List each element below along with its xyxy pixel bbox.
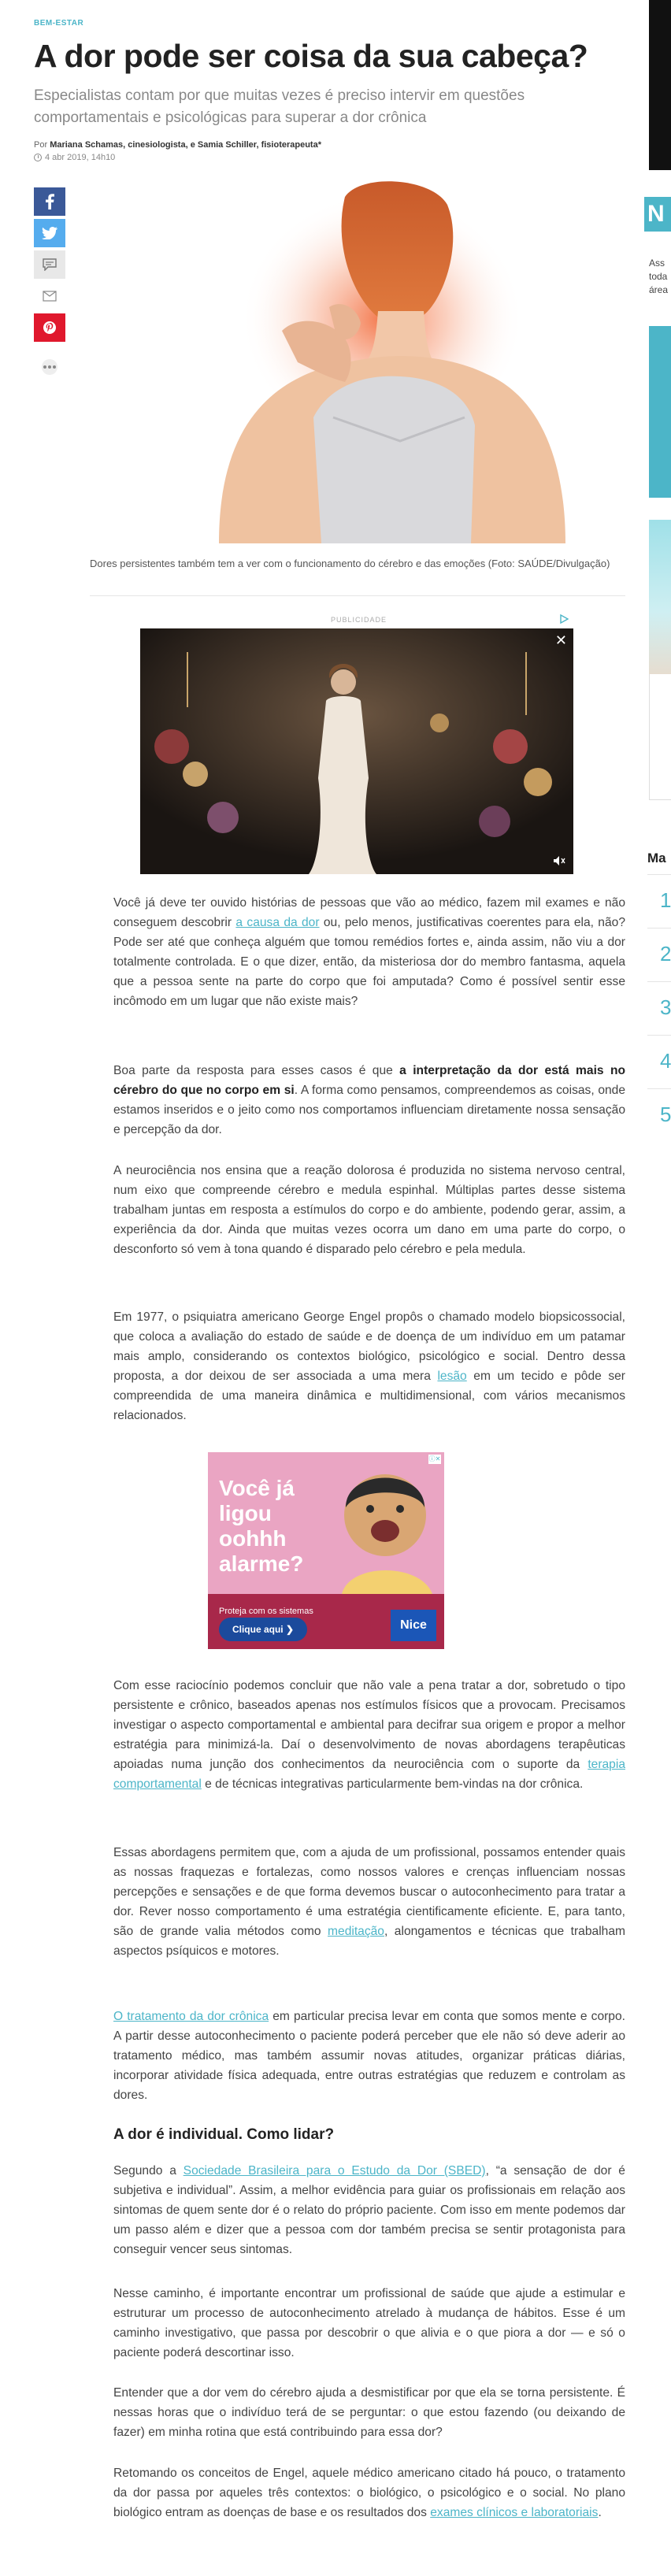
pinterest-icon [43, 321, 57, 335]
link-lesao[interactable]: lesão [437, 1370, 467, 1383]
text: Em 1977, o psiquiatra americano George Engel propôs o chamado modelo biopsicossocial, que coloca a avaliação do estado de saúde e de doença de um indivíduo em um patamar mais amplo, considerando os contextos biológico, psicológico e social. Dentro dessa proposta, a dor deixou de ser associada a uma mera [113, 1310, 625, 1383]
text: e de técnicas integrativas particularmente bem-vindas na dor crônica. [201, 1777, 584, 1791]
banner-headline: Você já ligou oohhh alarme? [219, 1476, 304, 1576]
ad-label: PUBLICIDADE [331, 616, 387, 624]
adchoices-icon[interactable]: ⓘ✕ [428, 1455, 441, 1462]
sidebar-promo-text [649, 257, 668, 297]
paragraph-2 [113, 1061, 625, 1140]
paragraph-9: Nesse caminho, é importante encontrar um profissional de saúde que ajude a estimular e estruturar um processo de autoconhecimento atrelado à mudança de hábitos. Esse é um caminho investigativo, que passa por descobrir o que alivia e o que piora a dor — e só o paciente poderá descortinar isso. [113, 2287, 625, 2359]
divider [647, 1035, 671, 1036]
text: . A forma como pensamos, compreendemos as coisas, onde estamos inseridos e o jeito como nos comportamos influenciam diretamente nossa sensação e percepção da dor. [113, 1084, 626, 1136]
divider [647, 981, 671, 982]
adchoices-icon[interactable] [559, 614, 569, 624]
divider [647, 1088, 671, 1089]
divider [90, 595, 625, 596]
clock-icon [34, 154, 42, 161]
most-read-rank[interactable]: 3 [660, 995, 671, 1019]
link-causa-da-dor[interactable]: a causa da dor [235, 916, 320, 929]
paragraph-4 [113, 1307, 625, 1425]
text: Com esse raciocínio podemos concluir que não vale a pena tratar a dor, sobretudo o tipo persistente e crônico, baseados apenas nos estímulos físicos que a provocam. Precisamos investigar o aspecto comportamental e ambiental para decifrar sua origem e propor a melhor estratégia para minimizá-la. Daí o desenvolvimento de novas abordagens terapêuticas apoiadas numa junção dos conhecimentos da neurociência com o suporte da [113, 1679, 625, 1771]
byline-authors: Mariana Schamas, cinesiologista, e Samia Schiller, fisioterapeuta* [50, 140, 321, 150]
sidebar-ad[interactable] [649, 0, 671, 170]
share-facebook-button[interactable] [34, 187, 65, 216]
text: toda [649, 271, 668, 282]
link-terapia-comportamental[interactable]: terapia comportamental [113, 1758, 625, 1791]
right-sidebar [639, 0, 671, 2576]
section-tag[interactable]: BEM-ESTAR [34, 19, 84, 28]
link-meditacao[interactable]: meditação [328, 1925, 384, 1938]
share-twitter-button[interactable] [34, 219, 65, 247]
byline-prefix: Por [34, 140, 48, 150]
paragraph-7 [113, 2007, 625, 2105]
article-subtitle: Especialistas contam por que muitas vezes é preciso intervir em questões comportamentais e psicológicas para superar a dor crônica [34, 87, 525, 126]
page-title: A dor pode ser coisa da sua cabeça? [34, 38, 588, 74]
paragraph-1 [113, 893, 625, 1011]
share-pinterest-button[interactable] [34, 313, 65, 342]
link-tratamento-dor-cronica[interactable]: O tratamento da dor crônica [113, 2010, 269, 2023]
section-heading: A dor é individual. Como lidar? [113, 2126, 335, 2143]
text: , “a sensação de dor é subjetiva e individual”. Assim, a melhor evidência para guiar os profissionais em relação aos sintomas de quem sente dor é o relato do próprio paciente. Com isso em mente podemos dar um passo além e dizer que a pessoa com dor também precisa se sentir protagonista para conseguir vencer seus sintomas. [113, 2164, 625, 2256]
comment-icon [43, 258, 57, 271]
paragraph-10: Entender que a dor vem do cérebro ajuda a desmistificar por que ela se torna persistente. É nessas horas que o indivíduo terá de se perguntar: o que estou fazendo (ou deixando de fazer) em minha rotina que está contribuindo para essa dor? [113, 2386, 625, 2439]
text: ou, pelo menos, justificativas coerentes para ela, não? Pode ser até que conheça alguém que tomou remédios fortes e, ainda assim, não viu a dor totalmente controlada. E o que dizer, então, da misteriosa dor do membro fantasma, aquela que a pessoa sente na parte do corpo que foi amputada? Como é possível sentir esse incômodo em um lugar que não existe mais? [113, 916, 625, 1008]
most-read-heading: Ma [647, 851, 666, 865]
text: em particular precisa levar em conta que somos mente e corpo. A partir desse autoconhecimento o paciente poderá perceber que ele não só deve aderir ao tratamento médico, mas também assumir novas atitudes, organizar práticas diárias, incorporar atividade física adequada, entre outras estratégias que reduzem e controlam as dores. [113, 2010, 625, 2102]
share-more-button[interactable] [34, 353, 65, 381]
video-ad[interactable] [140, 628, 573, 874]
most-read-rank[interactable]: 2 [660, 942, 671, 966]
banner-ad[interactable] [208, 1452, 444, 1649]
image-caption: Dores persistentes também tem a ver com o funcionamento do cérebro e das emoções (Foto: SAÚDE/Divulgação) [90, 558, 610, 569]
paragraph-8 [113, 2161, 625, 2259]
publish-date [34, 153, 115, 162]
text: . [598, 2506, 602, 2519]
email-icon [43, 291, 57, 302]
sidebar-promo-badge[interactable]: N [644, 197, 671, 232]
byline [34, 140, 321, 150]
paragraph-3: A neurociência nos ensina que a reação dolorosa é produzida no sistema nervoso central, num eixo que compreende cérebro e medula espinhal. Múltiplas partes desse sistema trabalham juntas em resposta a estímulos do corpo e do ambiente, podendo gerar, assim, a experiência da dor. Ainda que muitas vezes ocorra um dano em uma parte do corpo, o desconforto só vem à tona quando é disparado pelo cérebro e pela medula. [113, 1164, 625, 1256]
text: , alongamentos e técnicas que trabalham aspectos psíquicos e motores. [113, 1925, 625, 1958]
sidebar-image[interactable] [649, 520, 671, 674]
divider [647, 874, 671, 875]
twitter-icon [42, 227, 57, 239]
sidebar-newsletter-panel[interactable] [649, 326, 671, 498]
most-read-rank[interactable]: 5 [660, 1103, 671, 1126]
more-icon [38, 359, 61, 375]
text: Retomando os conceitos de Engel, aquele médico americano citado há pouco, o tratamento da dor passa por aqueles três contextos: o biológico, o psicológico e o social. No plano biológico entram as doenças de base e os resultados dos [113, 2467, 625, 2519]
banner-logo: Nice [391, 1610, 436, 1641]
hero-image [172, 181, 576, 543]
text: em um tecido e pôde ser compreendida de uma maneira dinâmica e multidimensional, com vários mecanismos relacionados. [113, 1370, 625, 1422]
share-email-button[interactable] [34, 282, 65, 310]
close-icon[interactable]: ✕ [554, 632, 567, 648]
facebook-icon [45, 194, 54, 209]
share-comment-button[interactable] [34, 250, 65, 279]
most-read-rank[interactable]: 1 [660, 888, 671, 912]
most-read-rank[interactable]: 4 [660, 1049, 671, 1073]
paragraph-5 [113, 1676, 625, 1794]
hero-illustration [172, 181, 576, 543]
link-sbed[interactable]: Sociedade Brasileira para o Estudo da Dor (SBED) [183, 2164, 486, 2178]
text: Boa parte da resposta para esses casos é que [113, 1064, 400, 1077]
text: Ass [649, 258, 665, 269]
text: área [649, 284, 669, 295]
sidebar-card [649, 674, 671, 800]
text: Essas abordagens permitem que, com a ajuda de um profissional, possamos entender quais as nossas fraquezas e fortalezas, como nossos valores e crenças influenciam nossas percepções e sensações e de que forma devemos buscar o autoconhecimento para tratar a dor. Rever nosso comportamento é uma estratégia cientificamente eficiente. E, para tanto, são de grande valia métodos como [113, 1846, 625, 1938]
publish-date-text: 4 abr 2019, 14h10 [45, 153, 116, 162]
paragraph-11 [113, 2463, 625, 2522]
banner-cta-button[interactable]: Clique aqui ❯ [219, 1618, 307, 1641]
video-frame [140, 628, 573, 874]
banner-subtext: Proteja com os sistemas [219, 1607, 313, 1616]
bold-text: a interpretação da dor está mais no cérebro do que no corpo em si [113, 1064, 625, 1097]
text: Você já deve ter ouvido histórias de pessoas que vão ao médico, fazem mil exames e não conseguem descobrir [113, 896, 625, 929]
link-exames[interactable]: exames clínicos e laboratoriais [430, 2506, 599, 2519]
text: Segundo a [113, 2164, 184, 2178]
mute-icon[interactable] [553, 855, 565, 866]
paragraph-6 [113, 1843, 625, 1961]
